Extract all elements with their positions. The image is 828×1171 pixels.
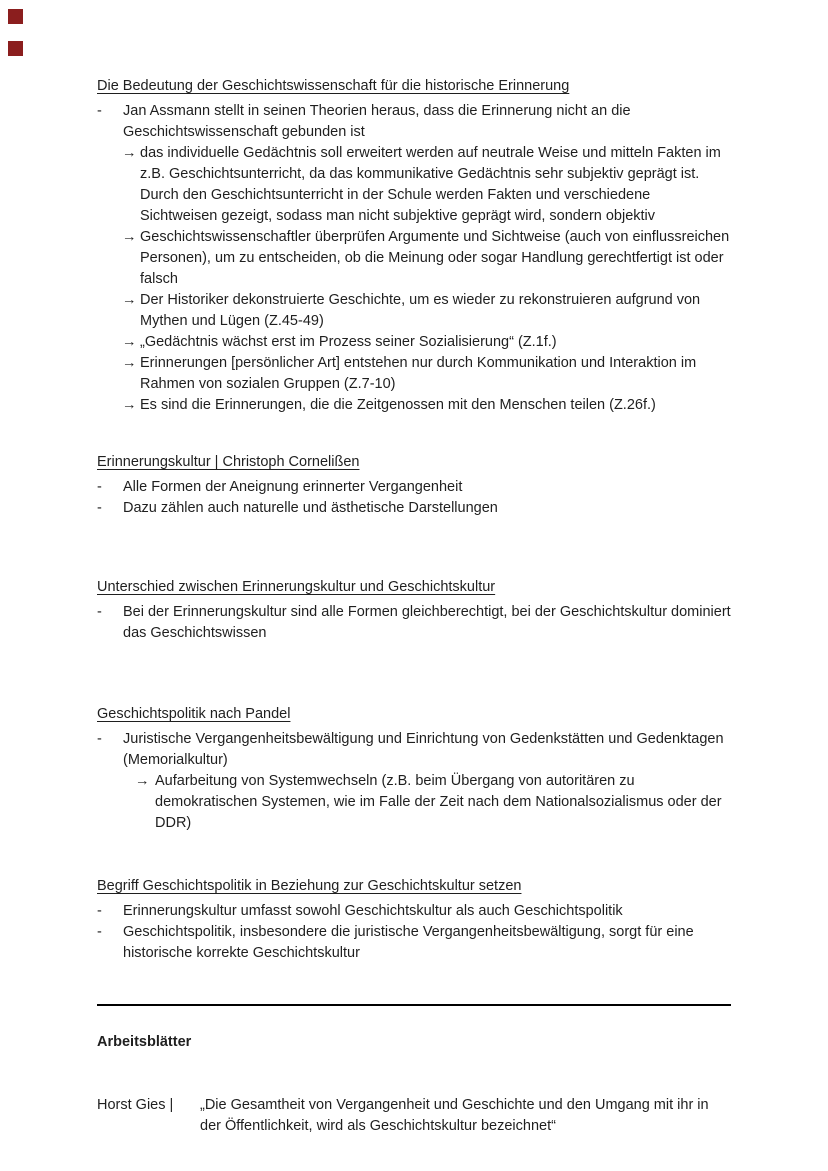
arrow-right-icon: → (122, 145, 137, 161)
list-item-text: Alle Formen der Aneignung erinnerter Vergangenheit (123, 479, 463, 495)
quote-row (97, 1095, 731, 1137)
section-bedeutung-geschichtswissenschaft (97, 76, 731, 416)
quote-text: „Die Gesamtheit von Vergangenheit und Geschichte und den Umgang mit ihr in der Öffentlichkeit, wird als Geschichtskultur bezeichnet“ (200, 1097, 709, 1134)
dash-marker: - (97, 479, 102, 495)
list-item (97, 729, 731, 771)
section-unterschied (97, 577, 731, 644)
corner-square-bottom-icon (8, 41, 23, 56)
list-item (122, 143, 731, 227)
list-item (135, 771, 731, 834)
list-item-text: Aufarbeitung von Systemwechseln (z.B. beim Übergang von autoritären zu demokratischen Systemen, wie im Falle der Zeit nach dem Nationalsozialismus oder der DDR) (155, 773, 722, 831)
list-item (97, 901, 731, 922)
section-arbeitsblaetter (97, 1032, 731, 1137)
list-item-text: Dazu zählen auch naturelle und ästhetische Darstellungen (123, 500, 498, 516)
arrow-right-icon: → (122, 229, 137, 245)
list-item (97, 477, 731, 498)
list-item-text: Juristische Vergangenheitsbewältigung und Einrichtung von Gedenkstätten und Gedenktagen (Memorialkultur) (123, 731, 724, 768)
list-item (122, 290, 731, 332)
list-item-text: das individuelle Gedächtnis soll erweitert werden auf neutrale Weise und mitteln Fakten im z.B. Geschichtsunterricht, da das kommunikative Gedächtnis sehr subjektiv geprägt ist. Durch den Geschichtsunterricht in der Schule werden Fakten und verschiedene Sichtweisen gezeigt, sodass man nicht subjektive geprägt wird, sondern objektiv (140, 145, 721, 224)
dash-marker: - (97, 500, 102, 516)
list-item-text: Geschichtspolitik, insbesondere die juristische Vergangenheitsbewältigung, sorgt für eine historische korrekte Geschichtskultur (123, 924, 694, 961)
list-item (97, 101, 731, 143)
dash-marker: - (97, 924, 102, 940)
section-heading: Erinnerungskultur | Christoph Cornelißen (97, 454, 360, 470)
arrow-right-icon: → (122, 355, 137, 371)
list-item (97, 922, 731, 964)
section-heading: Geschichtspolitik nach Pandel (97, 706, 291, 722)
section-heading-bold: Arbeitsblätter (97, 1034, 192, 1050)
quote-source: Horst Gies | (97, 1097, 174, 1113)
section-heading: Die Bedeutung der Geschichtswissenschaft für die historische Erinnerung (97, 78, 570, 94)
corner-square-top-icon (8, 9, 23, 24)
arrow-right-icon: → (122, 292, 137, 308)
section-geschichtspolitik-pandel (97, 704, 731, 834)
list-item-text: Bei der Erinnerungskultur sind alle Formen gleichberechtigt, bei der Geschichtskultur dominiert das Geschichtswissen (123, 604, 731, 641)
section-begriff-geschichtspolitik (97, 876, 731, 964)
list-item-text: Geschichtswissenschaftler überprüfen Argumente und Sichtweise (auch von einflussreichen Personen), um zu entscheiden, ob die Meinung oder sogar Handlung gerechtfertigt ist oder falsch (140, 229, 730, 287)
list-item-text: „Gedächtnis wächst erst im Prozess seiner Sozialisierung“ (Z.1f.) (140, 334, 557, 350)
list-item-text: Es sind die Erinnerungen, die die Zeitgenossen mit den Menschen teilen (Z.26f.) (140, 397, 656, 413)
arrow-right-icon: → (122, 397, 137, 413)
dash-marker: - (97, 903, 102, 919)
list-item (122, 395, 731, 416)
dash-marker: - (97, 731, 102, 747)
list-item (122, 353, 731, 395)
arrow-right-icon: → (122, 334, 137, 350)
section-heading: Unterschied zwischen Erinnerungskultur und Geschichtskultur (97, 579, 496, 595)
dash-marker: - (97, 604, 102, 620)
list-item (97, 602, 731, 644)
document-content (97, 76, 731, 1137)
list-item-text: Erinnerungskultur umfasst sowohl Geschichtskultur als auch Geschichtspolitik (123, 903, 623, 919)
list-item-text: Der Historiker dekonstruierte Geschichte, um es wieder zu rekonstruieren aufgrund von Mythen und Lügen (Z.45-49) (140, 292, 701, 329)
section-divider (97, 1004, 731, 1006)
list-item-text: Jan Assmann stellt in seinen Theorien heraus, dass die Erinnerung nicht an die Geschichtswissenschaft gebunden ist (123, 103, 631, 140)
list-item (122, 332, 731, 353)
dash-marker: - (97, 103, 102, 119)
section-erinnerungskultur (97, 452, 731, 519)
list-item-text: Erinnerungen [persönlicher Art] entstehen nur durch Kommunikation und Interaktion im Rahmen von sozialen Gruppen (Z.7-10) (140, 355, 697, 392)
list-item (97, 498, 731, 519)
section-heading: Begriff Geschichtspolitik in Beziehung zur Geschichtskultur setzen (97, 878, 522, 894)
list-item (122, 227, 731, 290)
arrow-right-icon: → (135, 773, 150, 789)
